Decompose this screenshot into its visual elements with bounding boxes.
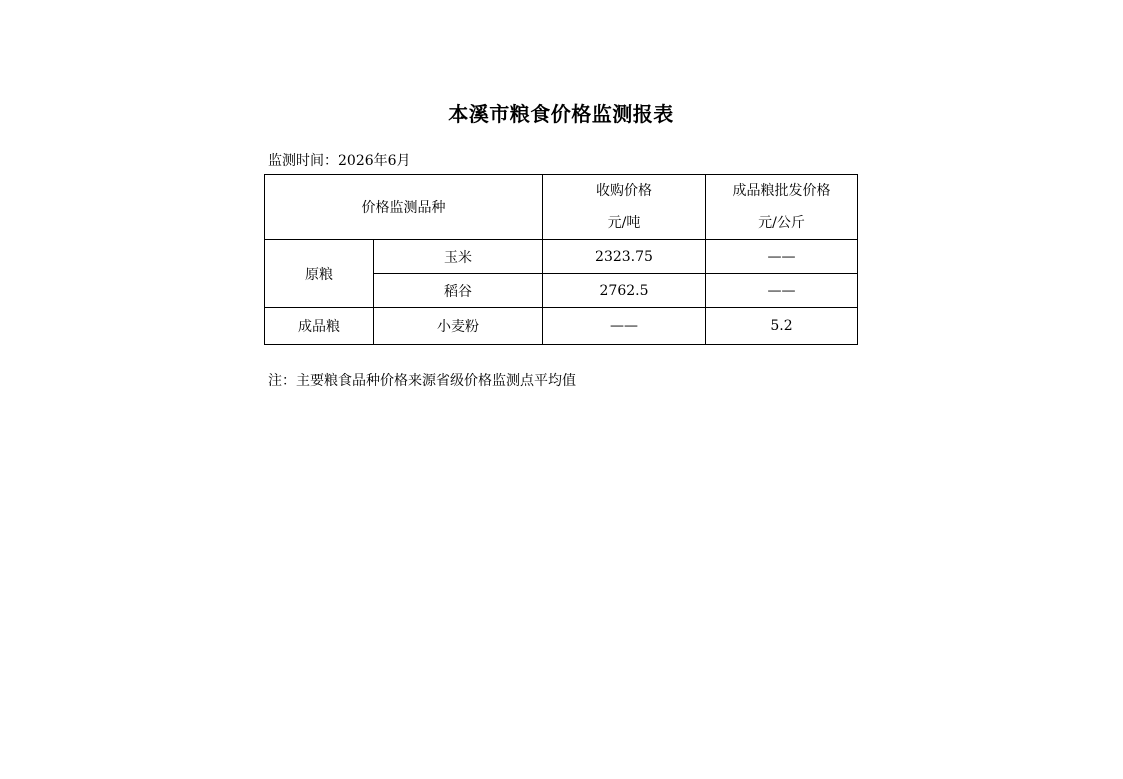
item-cell: 玉米 (374, 240, 543, 274)
wholesale-cell: —— (706, 274, 858, 308)
purchase-cell: 2762.5 (543, 274, 706, 308)
header-purchase-unit: 元/吨 (607, 215, 641, 231)
purchase-cell: 2323.75 (543, 240, 706, 274)
category-cell: 成品粮 (265, 308, 374, 345)
header-variety: 价格监测品种 (265, 175, 543, 240)
report-title: 本溪市粮食价格监测报表 (448, 102, 674, 126)
header-purchase-label: 收购价格 (596, 183, 652, 199)
table-header-row (265, 175, 858, 240)
item-cell: 小麦粉 (374, 308, 543, 345)
item-cell: 稻谷 (374, 274, 543, 308)
wholesale-cell: 5.2 (706, 308, 858, 345)
header-wholesale-unit: 元/公斤 (758, 215, 805, 231)
header-wholesale-label: 成品粮批发价格 (732, 183, 831, 199)
purchase-cell: —— (543, 308, 706, 345)
table-row (265, 240, 858, 274)
header-purchase (543, 175, 706, 240)
price-table (264, 174, 858, 345)
monitor-time: 监测时间：2026年6月 (268, 153, 411, 169)
table-row (265, 308, 858, 345)
category-cell: 原粮 (265, 240, 374, 308)
wholesale-cell: —— (706, 240, 858, 274)
footnote: 注：主要粮食品种价格来源省级价格监测点平均值 (268, 373, 576, 389)
header-wholesale (706, 175, 858, 240)
